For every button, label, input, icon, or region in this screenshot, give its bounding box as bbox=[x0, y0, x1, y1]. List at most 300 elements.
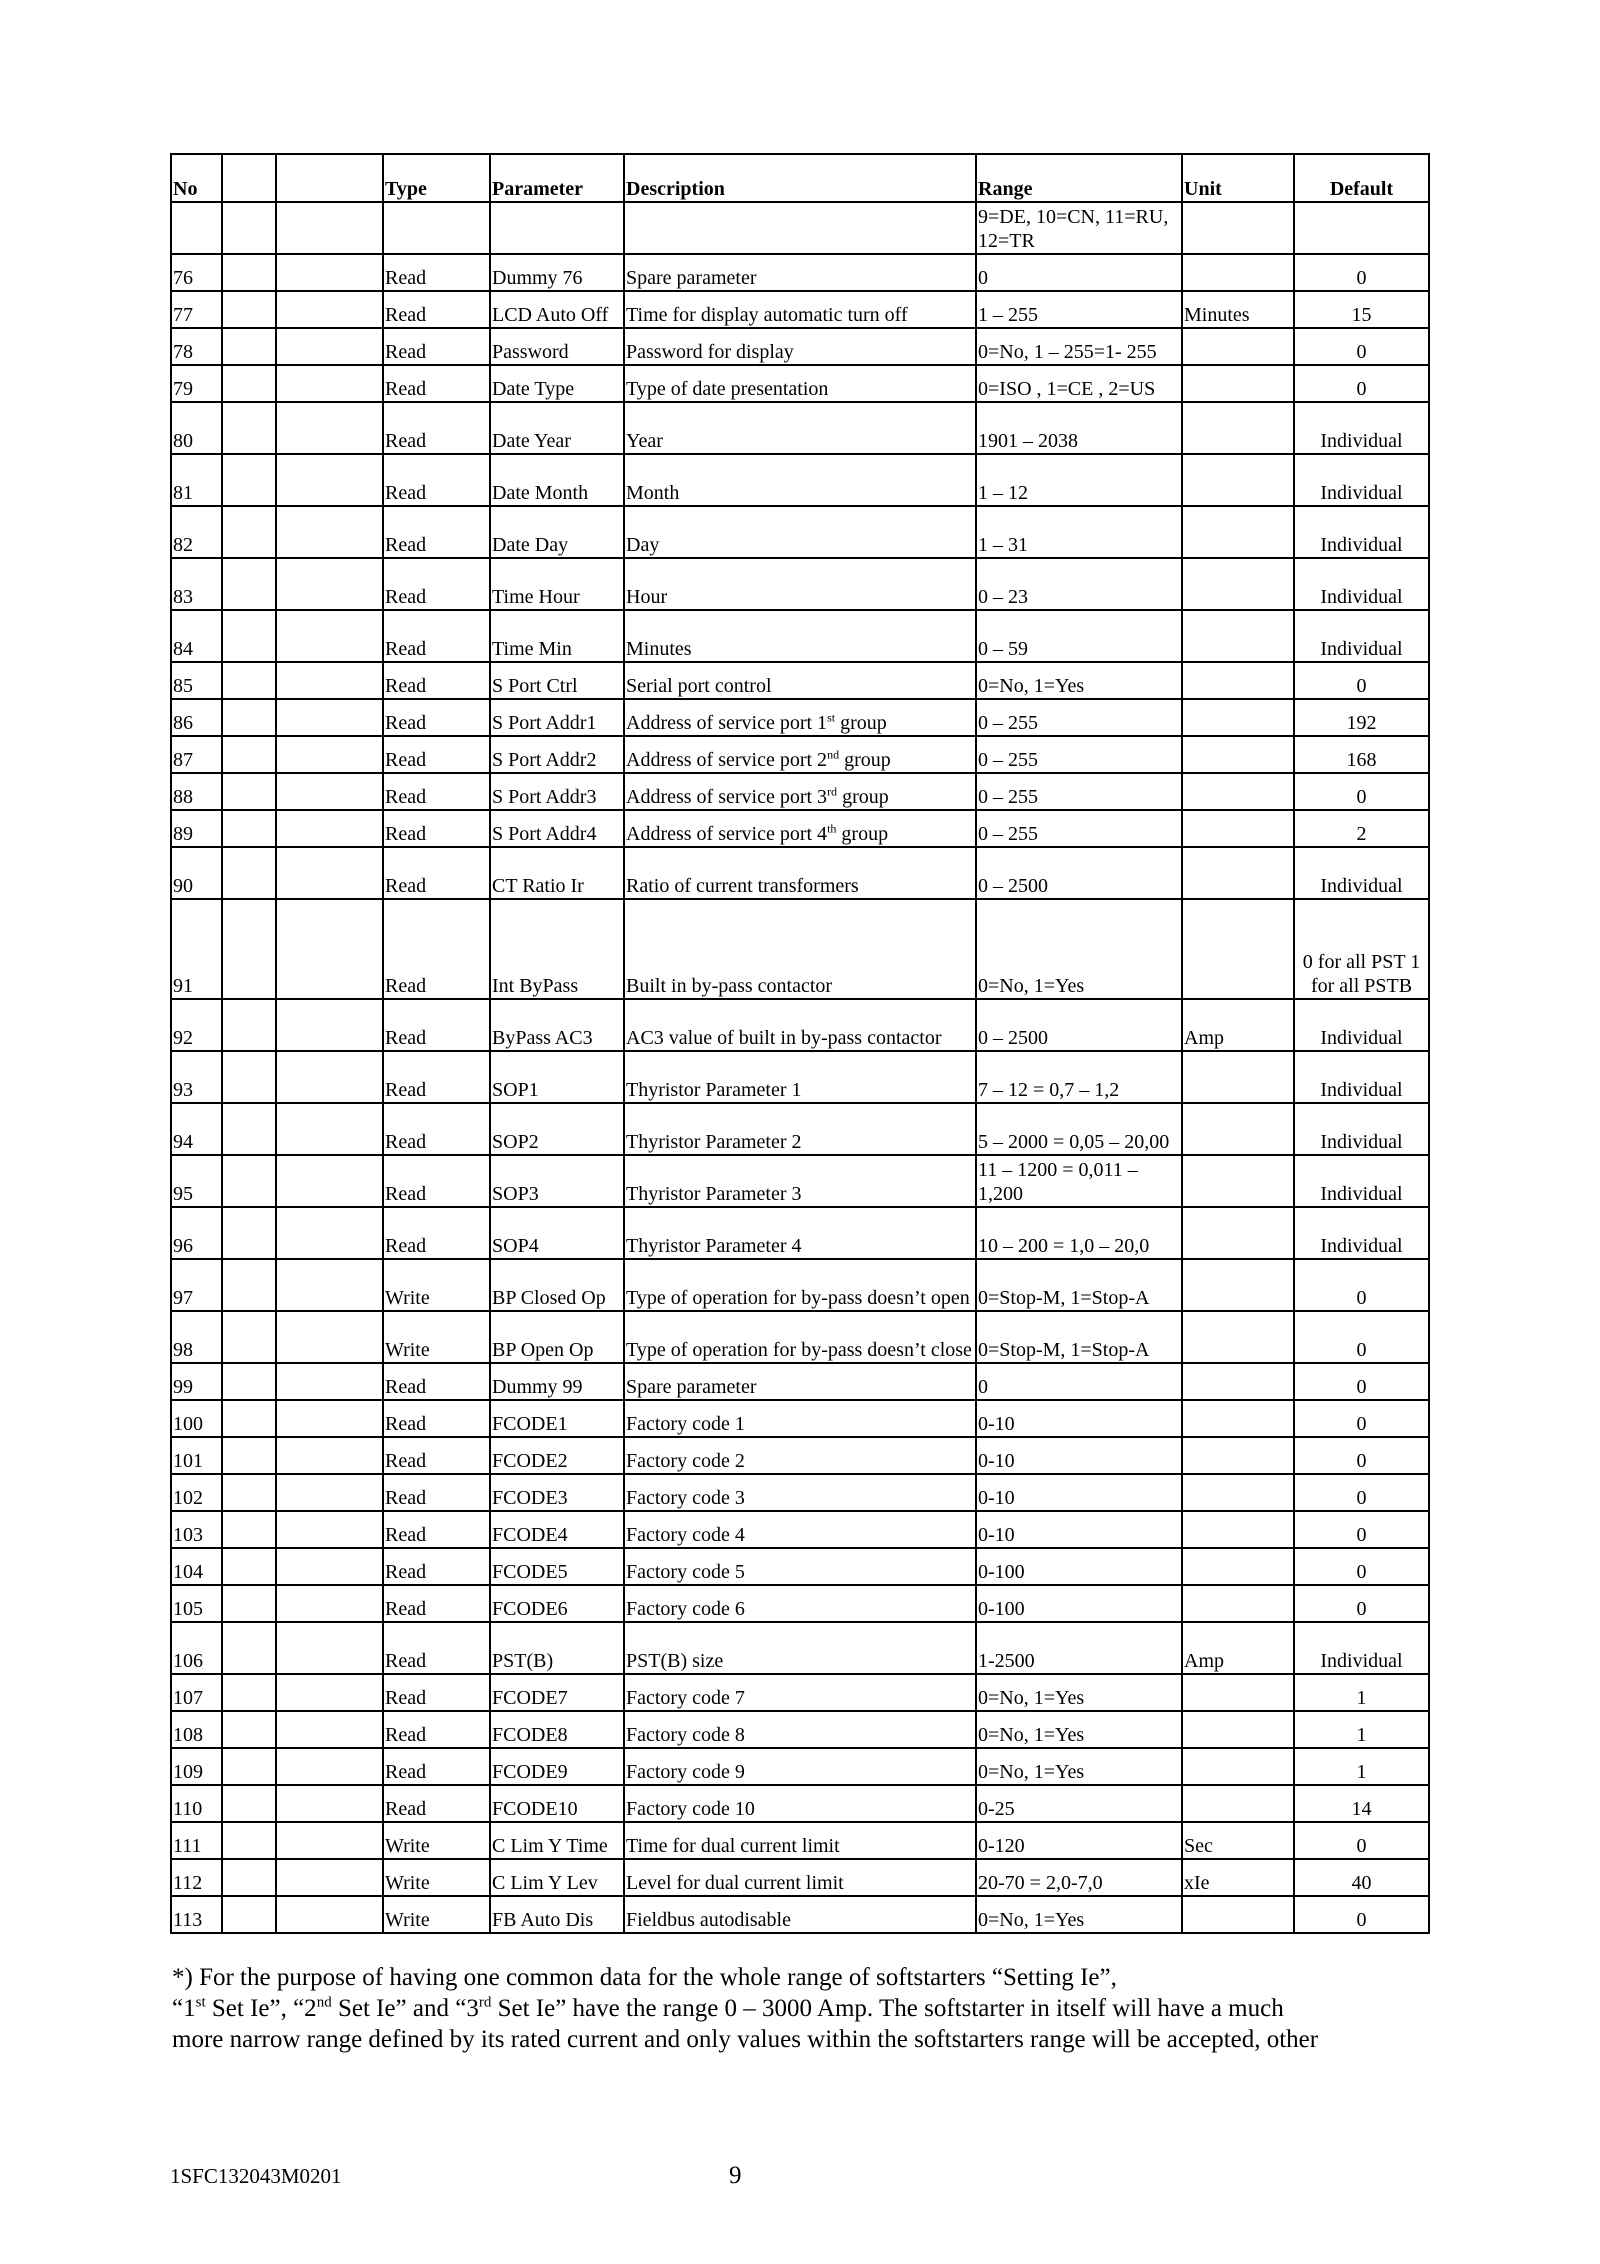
table-row bbox=[171, 328, 1429, 365]
cell-no: 93 bbox=[171, 1051, 222, 1103]
cell-description: Minutes bbox=[624, 610, 976, 662]
table-row bbox=[171, 899, 1429, 999]
cell-blank bbox=[222, 365, 276, 402]
cell-parameter: Dummy 76 bbox=[490, 254, 624, 291]
cell-range: 0=No, 1=Yes bbox=[976, 1674, 1182, 1711]
cell-range: 1 – 31 bbox=[976, 506, 1182, 558]
cell-default: 0 bbox=[1294, 1511, 1429, 1548]
cell-default: 0 bbox=[1294, 1474, 1429, 1511]
cell-no: 83 bbox=[171, 558, 222, 610]
cell-default: 192 bbox=[1294, 699, 1429, 736]
cell-blank bbox=[222, 1548, 276, 1585]
cell-no: 112 bbox=[171, 1859, 222, 1896]
cell-unit bbox=[1182, 1400, 1294, 1437]
continuation-range: 9=DE, 10=CN, 11=RU, 12=TR bbox=[976, 202, 1182, 254]
cell-type: Read bbox=[383, 1622, 490, 1674]
header-blank bbox=[222, 154, 276, 202]
cell-default: 0 bbox=[1294, 254, 1429, 291]
cell-unit bbox=[1182, 736, 1294, 773]
cell-description: AC3 value of built in by-pass contactor bbox=[624, 999, 976, 1051]
cell-unit bbox=[1182, 1437, 1294, 1474]
cell-default: 1 bbox=[1294, 1711, 1429, 1748]
cell-default: 0 bbox=[1294, 662, 1429, 699]
cell-blank bbox=[276, 365, 383, 402]
cell-type: Read bbox=[383, 1400, 490, 1437]
cell-type: Read bbox=[383, 1674, 490, 1711]
cell-range: 1-2500 bbox=[976, 1622, 1182, 1674]
table-row bbox=[171, 1155, 1429, 1207]
cell-blank bbox=[222, 1748, 276, 1785]
cell-default: 0 bbox=[1294, 1437, 1429, 1474]
cell-default: 40 bbox=[1294, 1859, 1429, 1896]
cell-parameter: LCD Auto Off bbox=[490, 291, 624, 328]
cell-blank bbox=[276, 1474, 383, 1511]
cell-description: Address of service port 3rd group bbox=[624, 773, 976, 810]
cell-range: 0=ISO , 1=CE , 2=US bbox=[976, 365, 1182, 402]
cell-type: Read bbox=[383, 558, 490, 610]
table-row bbox=[171, 454, 1429, 506]
cell-type: Read bbox=[383, 1363, 490, 1400]
cell-parameter: FCODE2 bbox=[490, 1437, 624, 1474]
cell-parameter: SOP2 bbox=[490, 1103, 624, 1155]
cell-unit bbox=[1182, 810, 1294, 847]
cell-blank bbox=[222, 1051, 276, 1103]
cell-range: 0=Stop-M, 1=Stop-A bbox=[976, 1311, 1182, 1363]
cell-unit bbox=[1182, 365, 1294, 402]
cell-description: Factory code 5 bbox=[624, 1548, 976, 1585]
cell-default: Individual bbox=[1294, 999, 1429, 1051]
cell-range: 0 bbox=[976, 1363, 1182, 1400]
table-row bbox=[171, 736, 1429, 773]
cell-type: Read bbox=[383, 1511, 490, 1548]
cell-range: 0=No, 1=Yes bbox=[976, 1896, 1182, 1933]
cell-description: Factory code 3 bbox=[624, 1474, 976, 1511]
cell-type: Read bbox=[383, 328, 490, 365]
cell-blank bbox=[222, 1207, 276, 1259]
cell-no: 108 bbox=[171, 1711, 222, 1748]
cell-blank bbox=[276, 1259, 383, 1311]
cell-unit bbox=[1182, 610, 1294, 662]
table-row bbox=[171, 291, 1429, 328]
cell-default: 1 bbox=[1294, 1674, 1429, 1711]
table-row bbox=[171, 610, 1429, 662]
cell-description: Time for display automatic turn off bbox=[624, 291, 976, 328]
table-row bbox=[171, 1585, 1429, 1622]
cell-type: Read bbox=[383, 402, 490, 454]
cell-range: 0=Stop-M, 1=Stop-A bbox=[976, 1259, 1182, 1311]
cell-type: Read bbox=[383, 1748, 490, 1785]
cell-unit bbox=[1182, 899, 1294, 999]
table-header-row bbox=[171, 154, 1429, 202]
footnote-line: more narrow range defined by its rated current and only values within the softstarters range will be accepted, other bbox=[172, 2026, 1319, 2053]
parameter-table bbox=[170, 153, 1430, 1934]
cell-description: Type of operation for by-pass doesn’t close bbox=[624, 1311, 976, 1363]
cell-type: Read bbox=[383, 1474, 490, 1511]
table-row bbox=[171, 1622, 1429, 1674]
table-row bbox=[171, 847, 1429, 899]
cell-type: Read bbox=[383, 1548, 490, 1585]
cell-blank bbox=[276, 328, 383, 365]
cell-unit bbox=[1182, 847, 1294, 899]
table-row bbox=[171, 1785, 1429, 1822]
footnote-line: *) For the purpose of having one common data for the whole range of softstarters “Setting Ie”, bbox=[172, 1964, 1117, 1991]
cell-range: 0 – 2500 bbox=[976, 999, 1182, 1051]
cell-unit: Sec bbox=[1182, 1822, 1294, 1859]
cell-type: Read bbox=[383, 899, 490, 999]
cell-type: Read bbox=[383, 365, 490, 402]
header-blank bbox=[276, 154, 383, 202]
cell-unit bbox=[1182, 1548, 1294, 1585]
cell-type: Read bbox=[383, 1437, 490, 1474]
cell-unit bbox=[1182, 1511, 1294, 1548]
cell-default: 2 bbox=[1294, 810, 1429, 847]
cell-range: 0=No, 1=Yes bbox=[976, 1711, 1182, 1748]
cell-range: 0 – 23 bbox=[976, 558, 1182, 610]
cell-description: Hour bbox=[624, 558, 976, 610]
cell-description: Factory code 7 bbox=[624, 1674, 976, 1711]
cell-description: Address of service port 4th group bbox=[624, 810, 976, 847]
cell-type: Read bbox=[383, 1103, 490, 1155]
cell-default: Individual bbox=[1294, 1155, 1429, 1207]
cell-blank bbox=[222, 254, 276, 291]
cell-description: Month bbox=[624, 454, 976, 506]
footnote bbox=[172, 1962, 1432, 2055]
table-row bbox=[171, 1822, 1429, 1859]
page-number: 9 bbox=[729, 2162, 742, 2189]
cell-type: Read bbox=[383, 847, 490, 899]
cell-default: 0 bbox=[1294, 1822, 1429, 1859]
cell-no: 87 bbox=[171, 736, 222, 773]
cell-description: Type of operation for by-pass doesn’t open bbox=[624, 1259, 976, 1311]
cell-blank bbox=[222, 1363, 276, 1400]
table-row bbox=[171, 773, 1429, 810]
cell-parameter: S Port Addr4 bbox=[490, 810, 624, 847]
cell-unit bbox=[1182, 1363, 1294, 1400]
cell-description: Level for dual current limit bbox=[624, 1859, 976, 1896]
header-unit: Unit bbox=[1182, 154, 1294, 202]
cell-default: Individual bbox=[1294, 847, 1429, 899]
cell-blank bbox=[276, 1051, 383, 1103]
cell-blank bbox=[276, 1622, 383, 1674]
table-row bbox=[171, 1437, 1429, 1474]
cell-description: Thyristor Parameter 2 bbox=[624, 1103, 976, 1155]
cell-description: Spare parameter bbox=[624, 1363, 976, 1400]
cell-no: 113 bbox=[171, 1896, 222, 1933]
cell-default: Individual bbox=[1294, 402, 1429, 454]
cell-range: 0=No, 1=Yes bbox=[976, 1748, 1182, 1785]
cell-default: Individual bbox=[1294, 454, 1429, 506]
cell-default: 0 bbox=[1294, 1585, 1429, 1622]
cell-unit bbox=[1182, 1585, 1294, 1622]
cell-blank bbox=[222, 402, 276, 454]
cell-no: 81 bbox=[171, 454, 222, 506]
table-row bbox=[171, 1051, 1429, 1103]
cell-blank bbox=[276, 506, 383, 558]
cell-no: 82 bbox=[171, 506, 222, 558]
cell-default: 0 bbox=[1294, 1896, 1429, 1933]
cell-range: 0 – 255 bbox=[976, 773, 1182, 810]
cell-description: Factory code 6 bbox=[624, 1585, 976, 1622]
header-description: Description bbox=[624, 154, 976, 202]
cell-description: Thyristor Parameter 1 bbox=[624, 1051, 976, 1103]
cell-description: Factory code 2 bbox=[624, 1437, 976, 1474]
cell-no: 94 bbox=[171, 1103, 222, 1155]
cell-range: 0 – 2500 bbox=[976, 847, 1182, 899]
cell-parameter: SOP3 bbox=[490, 1155, 624, 1207]
cell-blank bbox=[276, 847, 383, 899]
cell-blank bbox=[276, 402, 383, 454]
cell-parameter: Int ByPass bbox=[490, 899, 624, 999]
cell-range: 10 – 200 = 1,0 – 20,0 bbox=[976, 1207, 1182, 1259]
cell-type: Write bbox=[383, 1311, 490, 1363]
cell-no: 111 bbox=[171, 1822, 222, 1859]
cell-blank bbox=[276, 1711, 383, 1748]
cell-parameter: FCODE3 bbox=[490, 1474, 624, 1511]
cell-description: Factory code 10 bbox=[624, 1785, 976, 1822]
cell-unit bbox=[1182, 1207, 1294, 1259]
table-row bbox=[171, 558, 1429, 610]
cell-parameter: BP Closed Op bbox=[490, 1259, 624, 1311]
cell-unit bbox=[1182, 1785, 1294, 1822]
cell-parameter: FCODE6 bbox=[490, 1585, 624, 1622]
table-row bbox=[171, 402, 1429, 454]
cell-default: 15 bbox=[1294, 291, 1429, 328]
cell-blank bbox=[276, 1311, 383, 1363]
cell-range: 0=No, 1=Yes bbox=[976, 662, 1182, 699]
cell-no: 96 bbox=[171, 1207, 222, 1259]
cell-type: Read bbox=[383, 506, 490, 558]
cell-range: 0 – 255 bbox=[976, 810, 1182, 847]
cell-unit bbox=[1182, 1748, 1294, 1785]
cell-range: 0=No, 1=Yes bbox=[976, 899, 1182, 999]
cell-blank bbox=[276, 610, 383, 662]
cell-blank bbox=[222, 1711, 276, 1748]
cell-blank bbox=[222, 1859, 276, 1896]
cell-type: Read bbox=[383, 736, 490, 773]
cell-description: Ratio of current transformers bbox=[624, 847, 976, 899]
cell-default: 0 bbox=[1294, 1259, 1429, 1311]
cell-parameter: PST(B) bbox=[490, 1622, 624, 1674]
cell-parameter: SOP4 bbox=[490, 1207, 624, 1259]
cell-blank bbox=[222, 999, 276, 1051]
cell-no: 91 bbox=[171, 899, 222, 999]
cell-blank bbox=[222, 847, 276, 899]
cell-blank bbox=[276, 254, 383, 291]
table-row bbox=[171, 365, 1429, 402]
cell-default: 168 bbox=[1294, 736, 1429, 773]
cell-blank bbox=[222, 1822, 276, 1859]
cell-unit bbox=[1182, 328, 1294, 365]
cell-no: 84 bbox=[171, 610, 222, 662]
table-row bbox=[171, 699, 1429, 736]
cell-no: 103 bbox=[171, 1511, 222, 1548]
cell-range: 0-25 bbox=[976, 1785, 1182, 1822]
cell-blank bbox=[276, 1400, 383, 1437]
table-row bbox=[171, 506, 1429, 558]
cell-unit bbox=[1182, 1896, 1294, 1933]
cell-range: 5 – 2000 = 0,05 – 20,00 bbox=[976, 1103, 1182, 1155]
cell-unit bbox=[1182, 1051, 1294, 1103]
cell-blank bbox=[276, 773, 383, 810]
cell-blank bbox=[276, 810, 383, 847]
cell-no: 102 bbox=[171, 1474, 222, 1511]
cell-parameter: C Lim Y Lev bbox=[490, 1859, 624, 1896]
cell-no: 109 bbox=[171, 1748, 222, 1785]
cell-description: Address of service port 1st group bbox=[624, 699, 976, 736]
cell-type: Read bbox=[383, 254, 490, 291]
cell-parameter: FCODE7 bbox=[490, 1674, 624, 1711]
cell-blank bbox=[276, 1785, 383, 1822]
cell-type: Read bbox=[383, 1051, 490, 1103]
cell-default: Individual bbox=[1294, 506, 1429, 558]
cell-type: Write bbox=[383, 1896, 490, 1933]
table-row bbox=[171, 1511, 1429, 1548]
cell-blank bbox=[222, 899, 276, 999]
cell-no: 78 bbox=[171, 328, 222, 365]
cell-default: 0 for all PST 1 for all PSTB bbox=[1294, 899, 1429, 999]
cell-no: 101 bbox=[171, 1437, 222, 1474]
cell-parameter: S Port Ctrl bbox=[490, 662, 624, 699]
cell-default: Individual bbox=[1294, 1103, 1429, 1155]
cell-blank bbox=[222, 506, 276, 558]
table-row bbox=[171, 1363, 1429, 1400]
cell-no: 85 bbox=[171, 662, 222, 699]
cell-blank bbox=[222, 810, 276, 847]
table-row bbox=[171, 1748, 1429, 1785]
cell-range: 0-10 bbox=[976, 1437, 1182, 1474]
cell-range: 0 – 255 bbox=[976, 736, 1182, 773]
cell-description: Time for dual current limit bbox=[624, 1822, 976, 1859]
cell-default: 0 bbox=[1294, 1311, 1429, 1363]
cell-parameter: ByPass AC3 bbox=[490, 999, 624, 1051]
cell-type: Read bbox=[383, 1155, 490, 1207]
table-row bbox=[171, 662, 1429, 699]
cell-parameter: S Port Addr1 bbox=[490, 699, 624, 736]
cell-blank bbox=[222, 1259, 276, 1311]
cell-range: 0-120 bbox=[976, 1822, 1182, 1859]
cell-blank bbox=[276, 1437, 383, 1474]
cell-blank bbox=[222, 1474, 276, 1511]
table-row bbox=[171, 1400, 1429, 1437]
cell-unit bbox=[1182, 558, 1294, 610]
cell-blank bbox=[276, 1896, 383, 1933]
cell-blank bbox=[276, 1674, 383, 1711]
cell-blank bbox=[276, 1585, 383, 1622]
cell-parameter: Time Min bbox=[490, 610, 624, 662]
cell-no: 86 bbox=[171, 699, 222, 736]
table-row bbox=[171, 1896, 1429, 1933]
cell-unit bbox=[1182, 1474, 1294, 1511]
cell-parameter: Date Day bbox=[490, 506, 624, 558]
table-row bbox=[171, 1311, 1429, 1363]
cell-parameter: C Lim Y Time bbox=[490, 1822, 624, 1859]
cell-parameter: S Port Addr2 bbox=[490, 736, 624, 773]
cell-unit bbox=[1182, 1311, 1294, 1363]
cell-no: 99 bbox=[171, 1363, 222, 1400]
cell-unit: Amp bbox=[1182, 1622, 1294, 1674]
cell-default: 0 bbox=[1294, 1363, 1429, 1400]
cell-parameter: Password bbox=[490, 328, 624, 365]
cell-range: 1 – 255 bbox=[976, 291, 1182, 328]
cell-range: 0-100 bbox=[976, 1548, 1182, 1585]
cell-no: 104 bbox=[171, 1548, 222, 1585]
cell-blank bbox=[222, 454, 276, 506]
cell-description: Serial port control bbox=[624, 662, 976, 699]
cell-blank bbox=[222, 1585, 276, 1622]
table-row bbox=[171, 1207, 1429, 1259]
cell-blank bbox=[276, 899, 383, 999]
cell-unit bbox=[1182, 699, 1294, 736]
cell-blank bbox=[222, 610, 276, 662]
cell-blank bbox=[276, 1548, 383, 1585]
cell-parameter: FCODE1 bbox=[490, 1400, 624, 1437]
cell-parameter: FB Auto Dis bbox=[490, 1896, 624, 1933]
cell-default: Individual bbox=[1294, 1622, 1429, 1674]
cell-description: Day bbox=[624, 506, 976, 558]
cell-blank bbox=[222, 558, 276, 610]
cell-blank bbox=[276, 736, 383, 773]
cell-default: 0 bbox=[1294, 1400, 1429, 1437]
cell-range: 1 – 12 bbox=[976, 454, 1182, 506]
cell-no: 98 bbox=[171, 1311, 222, 1363]
cell-description: Factory code 8 bbox=[624, 1711, 976, 1748]
cell-blank bbox=[222, 291, 276, 328]
cell-blank bbox=[222, 1622, 276, 1674]
table-row bbox=[171, 1103, 1429, 1155]
cell-parameter: Dummy 99 bbox=[490, 1363, 624, 1400]
cell-blank bbox=[222, 1896, 276, 1933]
cell-type: Read bbox=[383, 454, 490, 506]
cell-unit bbox=[1182, 1674, 1294, 1711]
cell-description: Spare parameter bbox=[624, 254, 976, 291]
cell-type: Read bbox=[383, 291, 490, 328]
cell-range: 20-70 = 2,0-7,0 bbox=[976, 1859, 1182, 1896]
cell-no: 79 bbox=[171, 365, 222, 402]
cell-unit bbox=[1182, 254, 1294, 291]
cell-no: 106 bbox=[171, 1622, 222, 1674]
cell-parameter: FCODE10 bbox=[490, 1785, 624, 1822]
table-row bbox=[171, 810, 1429, 847]
cell-blank bbox=[222, 1674, 276, 1711]
cell-default: 0 bbox=[1294, 365, 1429, 402]
cell-blank bbox=[222, 1511, 276, 1548]
cell-no: 97 bbox=[171, 1259, 222, 1311]
cell-blank bbox=[276, 1363, 383, 1400]
cell-parameter: Date Year bbox=[490, 402, 624, 454]
cell-type: Read bbox=[383, 1207, 490, 1259]
cell-blank bbox=[222, 1785, 276, 1822]
table-row bbox=[171, 1548, 1429, 1585]
cell-blank bbox=[276, 1859, 383, 1896]
cell-parameter: FCODE4 bbox=[490, 1511, 624, 1548]
cell-description: Password for display bbox=[624, 328, 976, 365]
cell-unit bbox=[1182, 454, 1294, 506]
cell-blank bbox=[276, 699, 383, 736]
cell-range: 1901 – 2038 bbox=[976, 402, 1182, 454]
cell-blank bbox=[222, 773, 276, 810]
cell-blank bbox=[276, 1748, 383, 1785]
cell-type: Read bbox=[383, 1585, 490, 1622]
cell-blank bbox=[222, 1311, 276, 1363]
footnote-line: “1st Set Ie”, “2nd Set Ie” and “3rd Set Ie” have the range 0 – 3000 Amp. The softstarter in itself will have a much bbox=[172, 1994, 1284, 2022]
cell-blank bbox=[276, 454, 383, 506]
cell-blank bbox=[222, 736, 276, 773]
cell-blank bbox=[222, 1437, 276, 1474]
cell-parameter: BP Open Op bbox=[490, 1311, 624, 1363]
cell-unit bbox=[1182, 506, 1294, 558]
cell-parameter: Time Hour bbox=[490, 558, 624, 610]
cell-blank bbox=[222, 662, 276, 699]
